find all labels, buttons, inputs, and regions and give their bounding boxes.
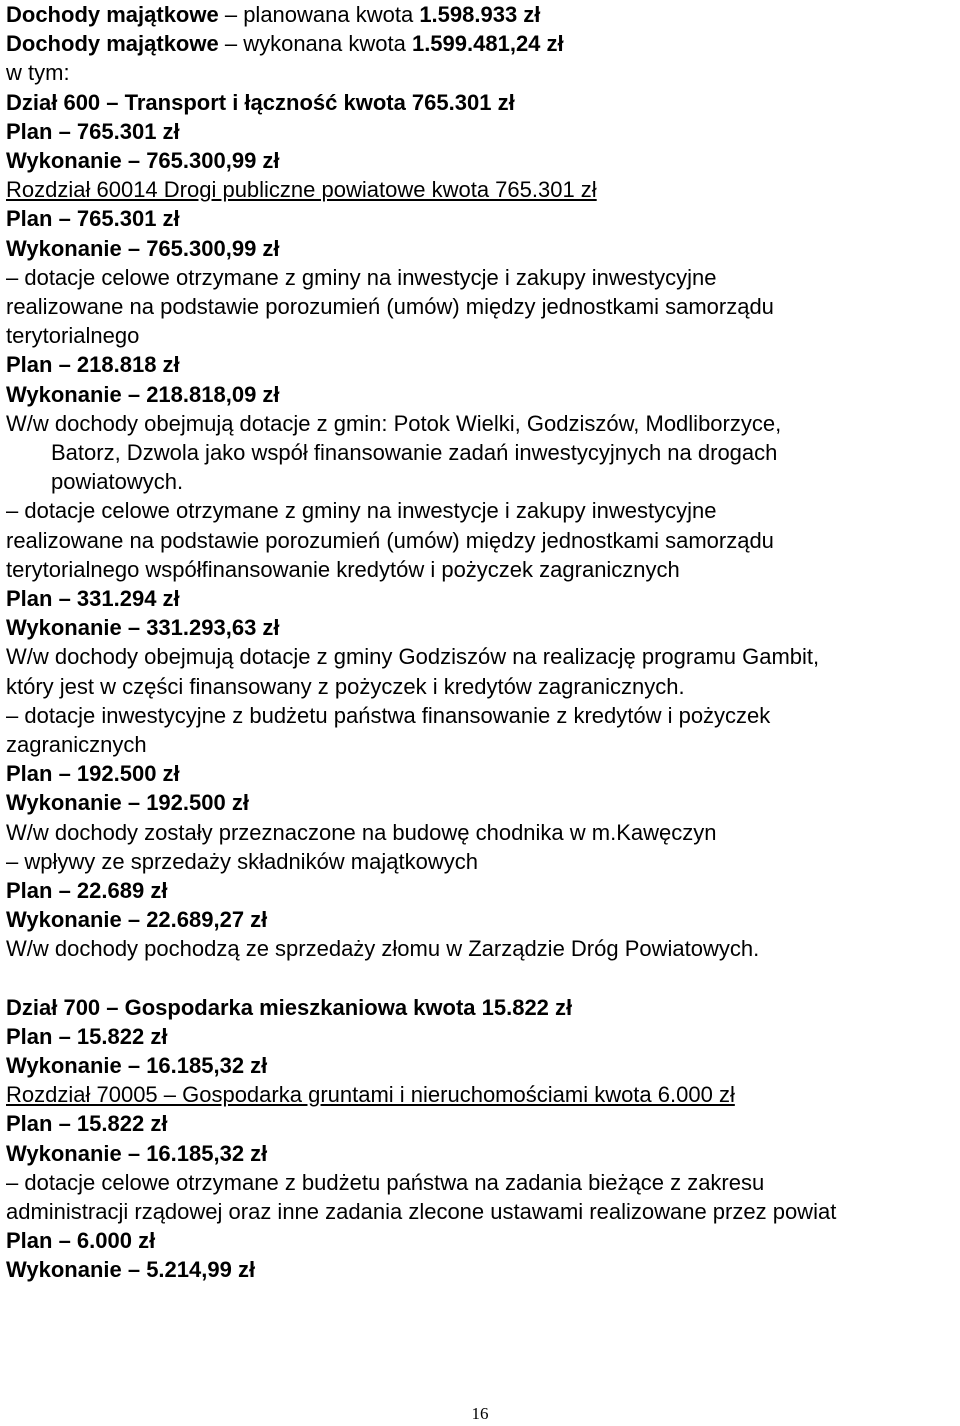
- text-line: [6, 234, 280, 263]
- text-line: [6, 1080, 735, 1109]
- text-line: [6, 584, 180, 613]
- text-segment: Plan – 765.301 zł: [6, 206, 180, 231]
- text-segment: – dotacje inwestycyjne z budżetu państwa finansowanie z kredytów i pożyczek: [6, 703, 771, 728]
- text-line: [6, 613, 280, 642]
- text-segment: terytorialnego: [6, 323, 140, 348]
- text-segment: Dochody majątkowe: [6, 2, 225, 27]
- text-line: [6, 788, 249, 817]
- text-line: [6, 380, 280, 409]
- text-segment: Wykonanie – 218.818,09 zł: [6, 382, 280, 407]
- text-line: [6, 292, 774, 321]
- text-segment: Wykonanie – 16.185,32 zł: [6, 1053, 268, 1078]
- text-line: [6, 29, 564, 58]
- text-line: [6, 204, 180, 233]
- text-line: [6, 672, 685, 701]
- text-line: [6, 88, 515, 117]
- text-segment: – wpływy ze sprzedaży składników majątkowych: [6, 849, 478, 874]
- text-segment: Plan – 218.818 zł: [6, 352, 180, 377]
- text-segment: Plan – 192.500 zł: [6, 761, 180, 786]
- text-segment: 1.598.933 zł: [419, 2, 541, 27]
- text-segment: W/w dochody obejmują dotacje z gminy Godziszów na realizację programu Gambit,: [6, 644, 820, 669]
- text-line: [6, 58, 70, 87]
- text-line: [6, 1197, 836, 1226]
- text-line: [6, 905, 267, 934]
- text-line: [6, 526, 774, 555]
- text-segment: Plan – 765.301 zł: [6, 119, 180, 144]
- text-segment: w tym:: [6, 60, 70, 85]
- text-segment: Plan – 15.822 zł: [6, 1111, 168, 1136]
- text-segment: Wykonanie – 192.500 zł: [6, 790, 249, 815]
- text-segment: Wykonanie – 16.185,32 zł: [6, 1141, 268, 1166]
- text-line: [6, 1255, 255, 1284]
- text-line: [6, 701, 770, 730]
- text-line: [6, 847, 478, 876]
- text-line: [6, 1051, 267, 1080]
- text-line: [6, 1022, 167, 1051]
- text-line: [6, 730, 147, 759]
- text-line: [6, 555, 680, 584]
- text-line: [6, 993, 572, 1022]
- text-line: [6, 759, 180, 788]
- text-segment: Plan – 331.294 zł: [6, 586, 180, 611]
- text-segment: realizowane na podstawie porozumień (umów) między jednostkami samorządu: [6, 528, 774, 553]
- text-segment: administracji rządowej oraz inne zadania zlecone ustawami realizowane przez powiat: [6, 1199, 837, 1224]
- text-segment: Wykonanie – 331.293,63 zł: [6, 615, 280, 640]
- text-segment: W/w dochody pochodzą ze sprzedaży złomu w Zarządzie Dróg Powiatowych.: [6, 936, 760, 961]
- text-segment: 1.599.481,24 zł: [411, 31, 564, 56]
- text-segment: – planowana kwota: [224, 2, 420, 27]
- text-line: [6, 1109, 167, 1138]
- text-line: [6, 1168, 764, 1197]
- text-segment: – dotacje celowe otrzymane z gminy na inwestycje i zakupy inwestycyjne: [6, 498, 717, 523]
- text-segment: Batorz, Dzwola jako współ finansowanie zadań inwestycyjnych na drogach: [51, 440, 778, 465]
- text-segment: Wykonanie – 5.214,99 zł: [6, 1257, 256, 1282]
- text-segment: Dochody majątkowe: [6, 31, 225, 56]
- text-line: [6, 409, 781, 438]
- text-line: [6, 175, 597, 204]
- text-segment: Plan – 22.689 zł: [6, 878, 168, 903]
- text-line: [6, 642, 819, 671]
- text-segment: Wykonanie – 765.300,99 zł: [6, 236, 280, 261]
- text-segment: – dotacje celowe otrzymane z budżetu państwa na zadania bieżące z zakresu: [6, 1170, 765, 1195]
- text-segment: Plan – 15.822 zł: [6, 1024, 168, 1049]
- text-segment: Plan – 6.000 zł: [6, 1228, 156, 1253]
- text-line: [6, 1139, 267, 1168]
- text-line: [6, 117, 180, 146]
- page-number: 16: [471, 1404, 489, 1423]
- text-line: [51, 467, 183, 496]
- text-segment: Wykonanie – 22.689,27 zł: [6, 907, 268, 932]
- text-segment: terytorialnego współfinansowanie kredytów i pożyczek zagranicznych: [6, 557, 680, 582]
- text-segment: zagranicznych: [6, 732, 147, 757]
- text-segment: powiatowych.: [51, 469, 184, 494]
- text-line: [6, 818, 716, 847]
- text-segment: Wykonanie – 765.300,99 zł: [6, 148, 280, 173]
- text-segment: W/w dochody obejmują dotacje z gmin: Potok Wielki, Godziszów, Modliborzyce,: [6, 411, 782, 436]
- text-segment: Rozdział 70005 – Gospodarka gruntami i nieruchomościami kwota 6.000 zł: [6, 1082, 735, 1107]
- text-segment: – wykonana kwota: [224, 31, 412, 56]
- text-line: [51, 438, 777, 467]
- text-segment: Rozdział 60014 Drogi publiczne powiatowe kwota 765.301 zł: [6, 177, 597, 202]
- text-line: [6, 350, 180, 379]
- text-line: [6, 876, 167, 905]
- text-segment: – dotacje celowe otrzymane z gminy na inwestycje i zakupy inwestycyjne: [6, 265, 717, 290]
- text-line: [6, 496, 716, 525]
- text-line: [6, 1226, 155, 1255]
- text-line: [6, 263, 716, 292]
- text-line: [6, 321, 139, 350]
- text-segment: W/w dochody zostały przeznaczone na budowę chodnika w m.Kawęczyn: [6, 820, 717, 845]
- text-line: [6, 934, 759, 963]
- text-segment: Dział 700 – Gospodarka mieszkaniowa kwota 15.822 zł: [6, 995, 573, 1020]
- text-segment: Dział 600 – Transport i łączność kwota 765.301 zł: [6, 90, 515, 115]
- text-line: [6, 146, 280, 175]
- text-segment: który jest w części finansowany z pożyczek i kredytów zagranicznych.: [6, 674, 685, 699]
- text-segment: realizowane na podstawie porozumień (umów) między jednostkami samorządu: [6, 294, 774, 319]
- text-line: [6, 0, 540, 29]
